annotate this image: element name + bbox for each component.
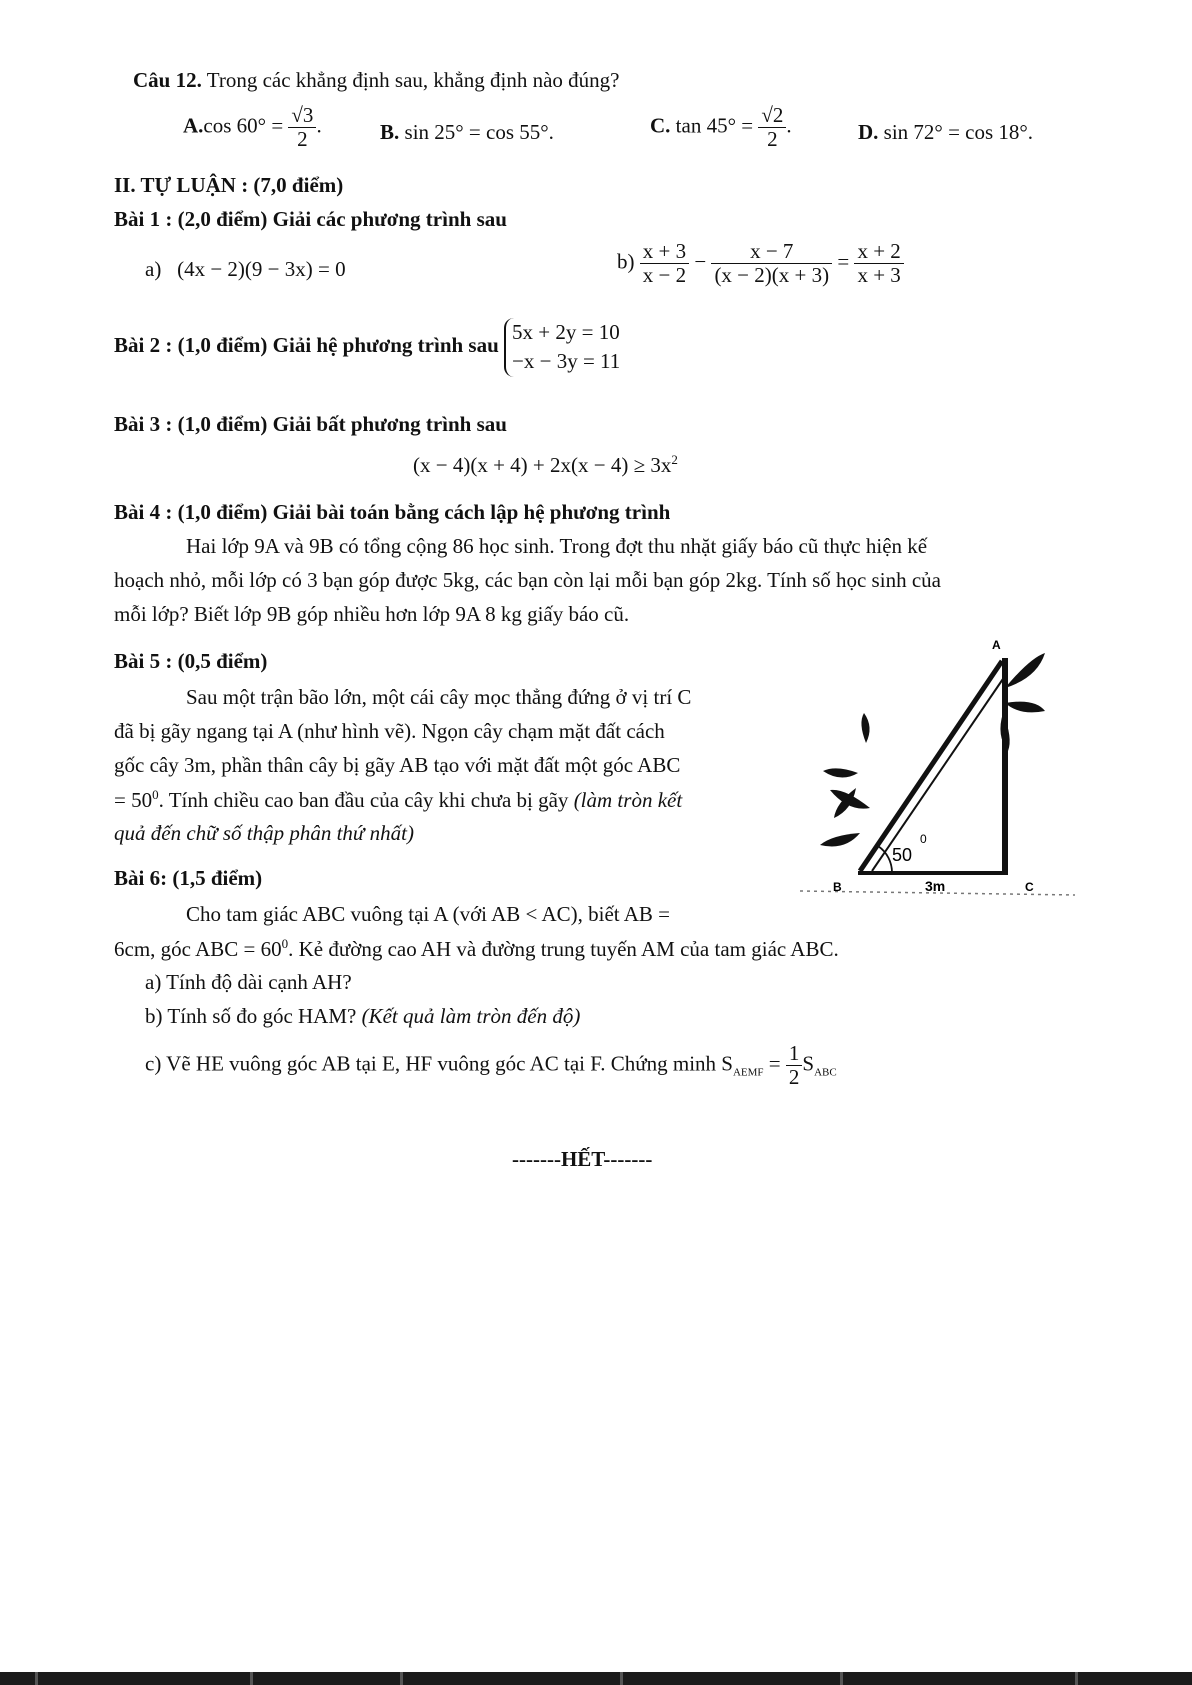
- angle-degree: 0: [920, 832, 927, 846]
- bai5-line5: quả đến chữ số thập phân thứ nhất): [114, 821, 414, 845]
- bai6-line2: 6cm, góc ABC = $60^0$. Kẻ đường cao AH và đường trung tuyến AM của tam giác ABC.: [114, 936, 839, 961]
- fraction: $\frac{x + 2}{x + 3}$: [854, 240, 903, 287]
- q12-prompt: Trong các khẳng định sau, khẳng định nào đúng?: [206, 68, 620, 92]
- bai6-c: c) Vẽ HE vuông góc AB tại E, HF vuông góc AC tại F. Chứng minh $S_{AEMF}$ = $\frac{1}{2}$ $S_{ABC}$: [145, 1041, 837, 1090]
- bai6-line1: Cho tam giác ABC vuông tại A (với AB < AC), biết AB =: [186, 902, 670, 926]
- fraction: $\frac{1}{2}$: [786, 1042, 803, 1089]
- bai5-line2: đã bị gãy ngang tại A (như hình vẽ). Ngọn cây chạm mặt đất cách: [114, 719, 665, 743]
- bai3-inequality: $(x - 4)(x + 4) + 2x(x - 4) \ge 3x^2$: [413, 452, 678, 477]
- q12-line: [133, 68, 619, 93]
- bai4-line2: hoạch nhỏ, mỗi lớp có 3 bạn góp được 5kg, các bạn còn lại mỗi bạn góp 2kg. Tính số học sinh của: [114, 568, 941, 592]
- fraction: $\frac{x - 7}{(x - 2)(x + 3)}$: [711, 240, 832, 287]
- q12-heading: Câu 12.: [133, 68, 202, 92]
- bai3-heading: Bài 3 : (1,0 điểm) Giải bất phương trình sau: [114, 412, 507, 436]
- vertex-a-label: A: [992, 638, 1001, 652]
- angle-label: 50: [892, 845, 913, 865]
- bai6-heading: Bài 6: (1,5 điểm): [114, 866, 263, 890]
- q12-option-a: A.cos 60° = $\frac{√3}{2}$ .: [183, 103, 322, 152]
- base-length-label: 3m: [925, 878, 946, 894]
- bai5-line3: gốc cây 3m, phần thân cây bị gãy AB tạo với mặt đất một góc ABC: [114, 753, 681, 777]
- bai2-heading: Bài 2 : (1,0 điểm) Giải hệ phương trình sau: [114, 333, 499, 358]
- scan-edge-strip: [0, 1672, 1192, 1685]
- q12-option-c: C. tan 45° = $\frac{√2}{2}$ .: [650, 103, 792, 152]
- fraction: $\frac{√2}{2}$: [758, 104, 786, 151]
- bai1-a: a) (4x − 2)(9 − 3x) = 0: [145, 257, 346, 281]
- vertex-b-label: B: [833, 880, 842, 894]
- equation-system: 5x + 2y = 10 −x − 3y = 11: [504, 318, 620, 377]
- bai1-heading: Bài 1 : (2,0 điểm) Giải các phương trình sau: [114, 207, 507, 231]
- fraction: $\frac{√3}{2}$: [288, 104, 316, 151]
- broken-tree-figure: [800, 633, 1080, 905]
- bai6-b: b) Tính số đo góc HAM? (Kết quả làm tròn đến độ): [145, 1004, 581, 1028]
- vertex-c-label: C: [1025, 880, 1034, 894]
- bai5-heading: Bài 5 : (0,5 điểm): [114, 649, 268, 673]
- q12-option-d: D. sin 72° = cos 18°.: [858, 120, 1034, 144]
- bai6-a: a) Tính độ dài cạnh AH?: [145, 970, 352, 994]
- leaf-cluster-left: [820, 713, 870, 847]
- q12-option-b: B. sin 25° = cos 55°.: [380, 120, 554, 144]
- bai5-line1: Sau một trận bão lớn, một cái cây mọc thẳng đứng ở vị trí C: [186, 685, 692, 709]
- bai4-line1: Hai lớp 9A và 9B có tổng cộng 86 học sinh. Trong đợt thu nhặt giấy báo cũ thực hiện kế: [186, 534, 928, 558]
- fraction: $\frac{x + 3}{x - 2}$: [640, 240, 689, 287]
- broken-trunk-ab: [860, 661, 1002, 871]
- bai4-line3: mỗi lớp? Biết lớp 9B góp nhiều hơn lớp 9A 8 kg giấy báo cũ.: [114, 602, 630, 626]
- end-marker: -------HẾT-------: [512, 1147, 653, 1171]
- bai2: [114, 318, 620, 377]
- section-heading: II. TỰ LUẬN : (7,0 điểm): [114, 173, 344, 197]
- bai4-heading: Bài 4 : (1,0 điểm) Giải bài toán bằng cách lập hệ phương trình: [114, 500, 671, 524]
- bai1-b: b) $\frac{x + 3}{x - 2}$ − $\frac{x - 7}{(x - 2)(x + 3)}$ = $\frac{x + 2}{x + 3}$: [617, 240, 904, 287]
- bai5-line4: = $50^0$. Tính chiều cao ban đầu của cây khi chưa bị gãy (làm tròn kết: [114, 787, 683, 812]
